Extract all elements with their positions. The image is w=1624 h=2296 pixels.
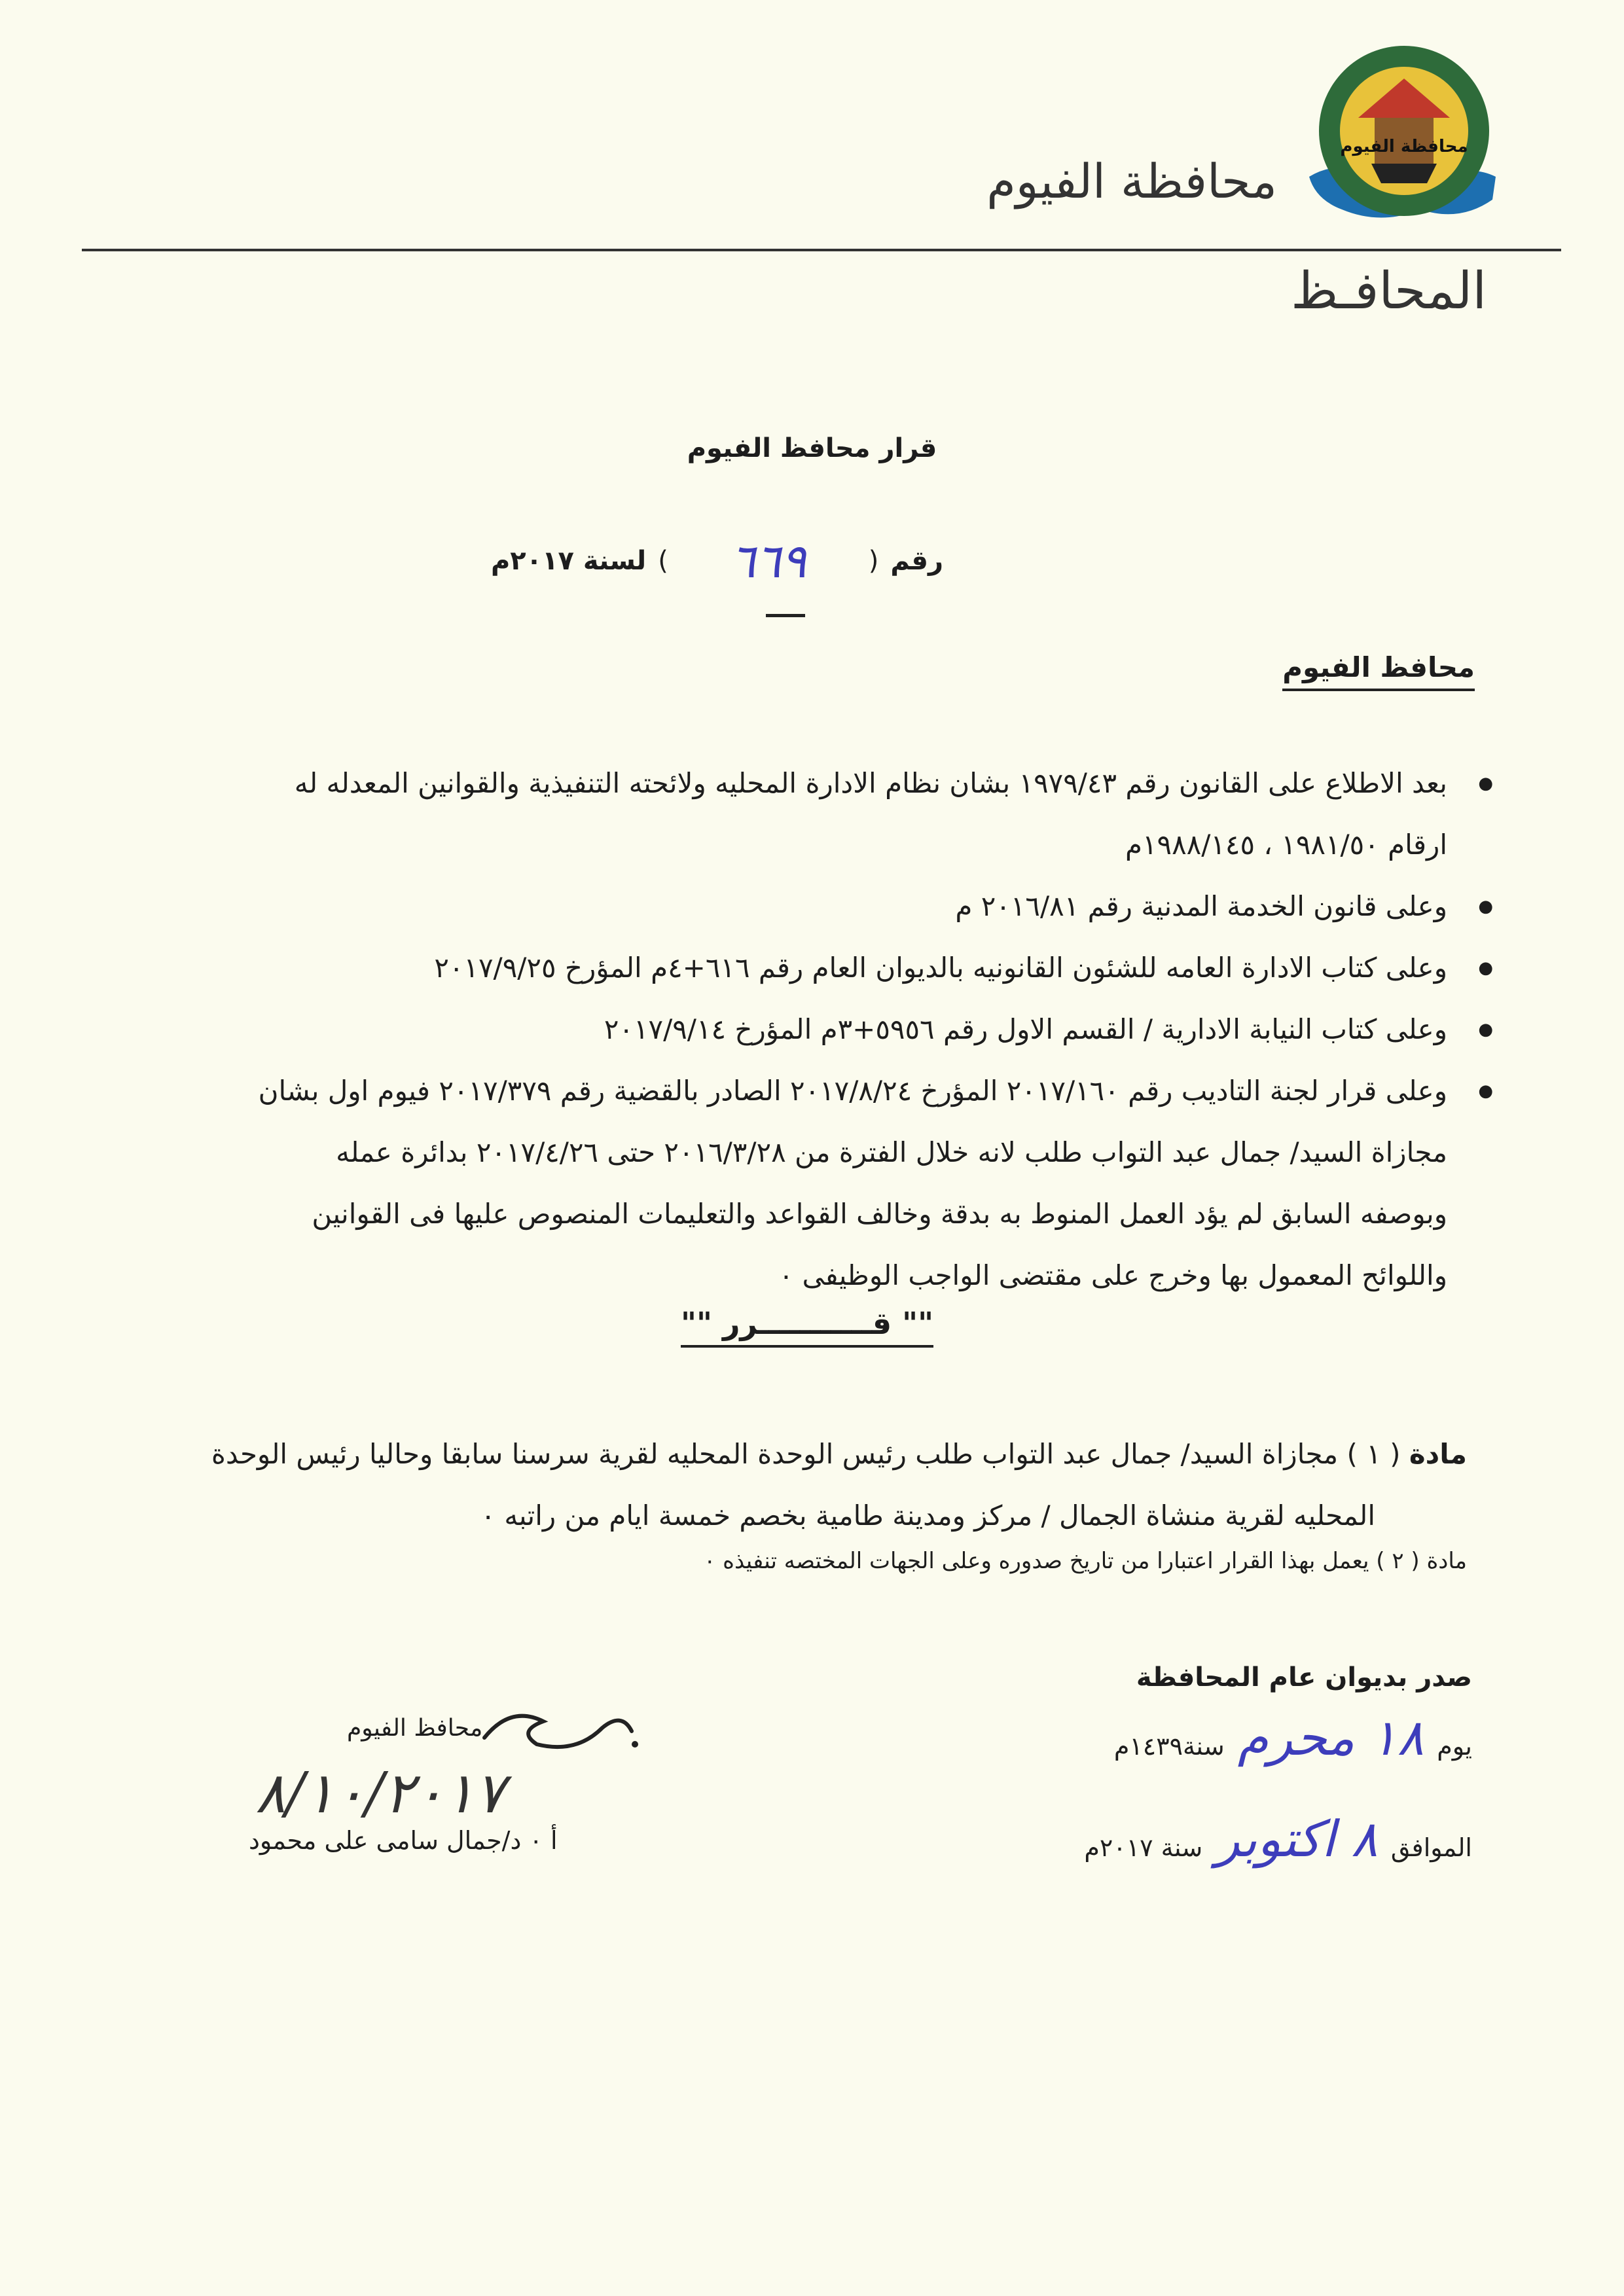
article-1-text: مجازاة السيد/ جمال عبد التواب طلب رئيس الوحدة المحليه لقرية سرسنا سابقا وحاليا رئيس الوحدة <box>211 1438 1339 1470</box>
decision-title: قرار محافظ الفيوم <box>687 433 937 463</box>
preamble-line: ● بعد الاطلاع على القانون رقم ١٩٧٩/٤٣ بشان نظام الادارة المحليه ولائحته التنفيذية والقوانين المعدله له <box>294 767 1447 799</box>
preamble-line: ● وعلى قانون الخدمة المدنية رقم ٢٠١٦/٨١ م <box>955 890 1447 922</box>
preamble-item <box>137 999 1493 1060</box>
preamble-item <box>137 876 1493 937</box>
office-title: المحافـظ <box>1291 262 1487 321</box>
open-paren: ( <box>868 546 879 576</box>
preamble-line: ● وعلى كتاب الادارة العامه للشئون القانونيه بالديوان العام رقم ٦١٦+٤م المؤرخ ٢٠١٧/٩/٢٥ <box>434 952 1447 984</box>
preamble-list <box>137 753 1493 1306</box>
preamble-line: ارقام ١٩٨١/٥٠ ، ١٩٨٨/١٤٥م <box>1125 829 1447 861</box>
preamble-item <box>137 1060 1493 1306</box>
year-label: لسنة ٢٠١٧م <box>490 546 647 576</box>
signature-date-handwritten: ٨/١٠/٢٠١٧ <box>255 1761 505 1826</box>
article-2: مادة ( ٢ ) يعمل بهذا القرار اعتبارا من تاريخ صدوره وعلى الجهات المختصه تنفيذه ٠ <box>704 1548 1467 1574</box>
decides-heading: "" قـــــــــــرر "" <box>681 1306 933 1348</box>
close-paren: ) <box>658 546 668 576</box>
decision-number-line <box>491 533 943 588</box>
governor-heading: محافظ الفيوم <box>1282 651 1475 691</box>
preamble-item <box>137 753 1493 876</box>
signatory-name: أ ٠ د/جمال سامى على محمود <box>249 1826 558 1855</box>
preamble-line: واللوائح المعمول بها وخرج على مقتضى الواجب الوظيفى ٠ <box>778 1259 1447 1291</box>
hijri-year-label: سنة١٤٣٩م <box>1113 1732 1225 1761</box>
governorate-logo <box>1303 39 1499 236</box>
signatory-title: محافظ الفيوم <box>347 1715 483 1742</box>
signature-scribble <box>471 1692 641 1764</box>
article-1-number: ( ١ ) <box>1346 1438 1401 1470</box>
article-1 <box>137 1424 1467 1547</box>
preamble-line: ● وعلى قرار لجنة التاديب رقم ٢٠١٧/١٦٠ المؤرخ ٢٠١٧/٨/٢٤ الصادر بالقضية رقم ٢٠١٧/٣٧٩ فيوم اول بشان <box>258 1075 1447 1107</box>
hijri-date-line <box>1114 1708 1472 1767</box>
day-label: يوم <box>1437 1732 1472 1761</box>
gregorian-date-handwritten: ٨ اكتوبر <box>1216 1810 1378 1868</box>
article-1-label: مادة <box>1409 1438 1467 1470</box>
preamble-line: مجازاة السيد/ جمال عبد التواب طلب لانه خلال الفترة من ٢٠١٦/٣/٢٨ حتى ٢٠١٧/٤/٢٦ بدائرة عمله <box>336 1136 1447 1168</box>
header-divider <box>82 249 1561 251</box>
decision-number-handwritten: ٦٦٩ <box>730 533 806 588</box>
issued-at: صدر بديوان عام المحافظة <box>1136 1662 1472 1693</box>
gregorian-year-label: سنة ٢٠١٧م <box>1084 1833 1203 1862</box>
governorate-name: محافظة الفيوم <box>986 154 1277 209</box>
logo-text: محافظة الفيوم <box>1340 137 1468 156</box>
gregorian-date-line <box>1084 1810 1472 1868</box>
hijri-date-handwritten: ١٨ محرم <box>1237 1708 1424 1767</box>
number-label: رقم <box>890 546 943 576</box>
separator-dash <box>766 614 805 617</box>
preamble-line: وبوصفه السابق لم يؤد العمل المنوط به بدقة وخالف القواعد والتعليمات المنصوص عليها فى القوانين <box>312 1198 1447 1230</box>
preamble-line: ● وعلى كتاب النيابة الادارية / القسم الاول رقم ٥٩٥٦+٣م المؤرخ ٢٠١٧/٩/١٤ <box>604 1013 1447 1045</box>
preamble-item <box>137 937 1493 999</box>
corresponding-label: الموافق <box>1390 1833 1472 1862</box>
article-1-text-cont: المحليه لقرية منشاة الجمال / مركز ومدينة طامية بخصم خمسة ايام من راتبه ٠ <box>480 1499 1375 1532</box>
